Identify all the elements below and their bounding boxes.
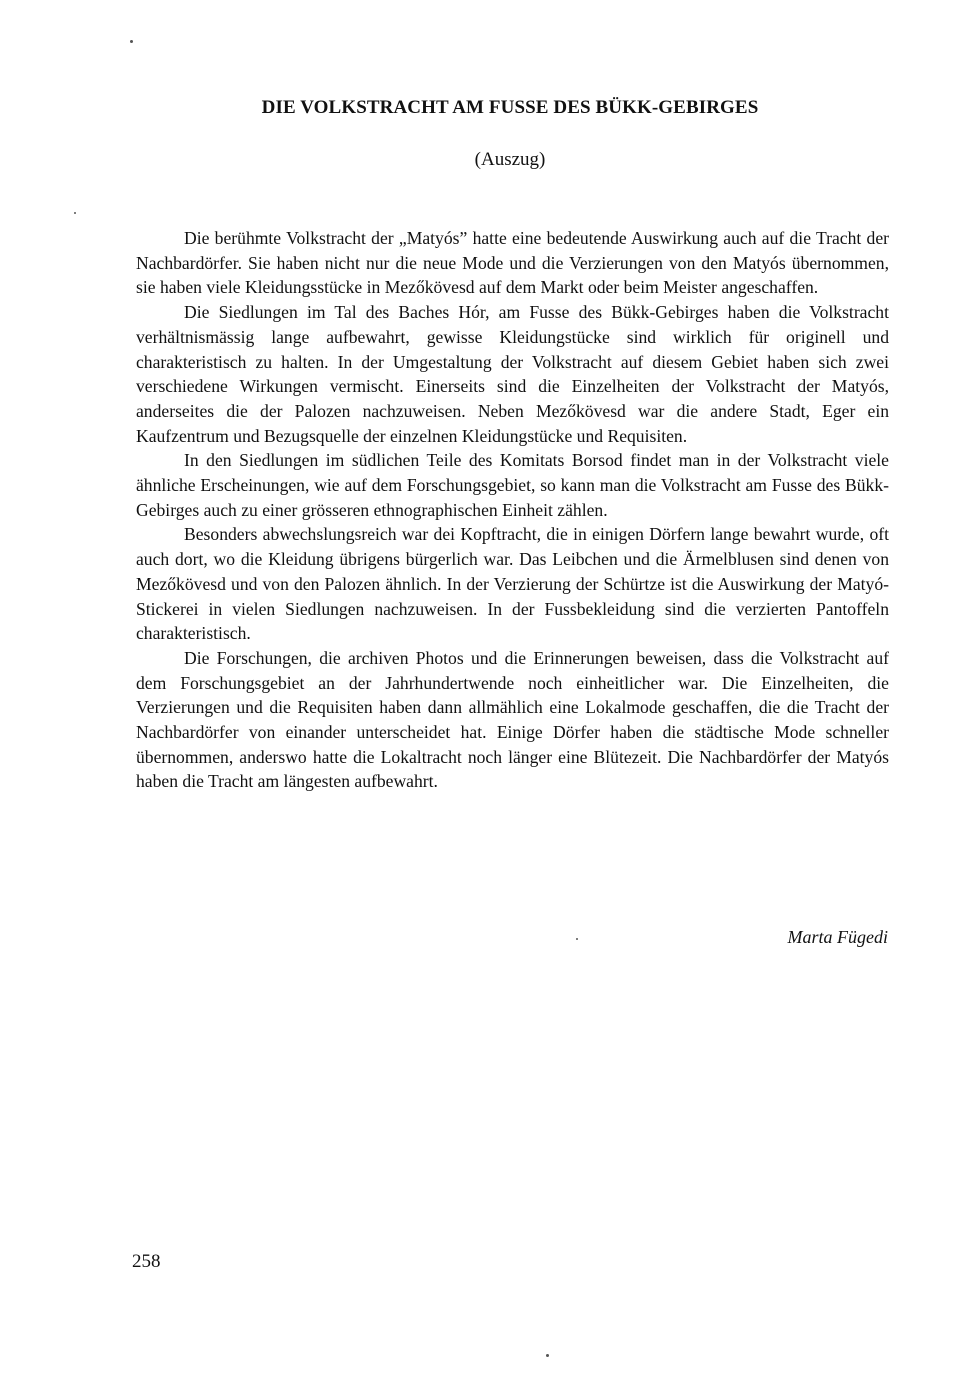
- paragraph-4: Besonders abwechslungsreich war dei Kopftracht, die in einigen Dörfern lange bewahrt wurde, oft auch dort, wo die Kleidung übrigens bürgerlich war. Das Leibchen und die Ärmelblusen sind denen von Mezőkövesd und von den Palozen ähnlich. In der Verzierung der Schürtze ist die Auswirkung der Matyó-Stickerei in vielen Siedlungen nachzuweisen. In der Fussbekleidung sind die verzierten Pantoffeln charakteristisch.: [136, 524, 889, 644]
- author-signature: Marta Fügedi: [787, 927, 888, 947]
- scan-speck-mark: [74, 212, 76, 214]
- paragraph-5: Die Forschungen, die archiven Photos und die Erinnerungen beweisen, dass die Volkstracht auf dem Forschungsgebiet an der Jahrhundertwende noch einheitlicher war. Die Einzelheiten, die Verzierungen und die Requisiten haben dann allmählich eine Lokalmode geschaffen, die die Tracht der Nachbardörfer von einander unterscheidet hat. Einige Dörfer haben die städtische Mode schneller übernommen, anderswo hatte die Lokaltracht noch länger eine Blütezeit. Die Nachbardörfer der Matyós haben die Tracht am längesten aufbewahrt.: [136, 647, 889, 792]
- scan-speck-mark: [546, 1354, 549, 1357]
- paragraph-1: Die berühmte Volkstracht der „Matyós” hatte eine bedeutende Auswirkung auch auf die Tracht der Nachbardörfer. Sie haben nicht nur die neue Mode und die Verzierungen von den Matyós übernommen, sie haben viele Kleidungsstücke in Mezőkövesd auf dem Markt oder beim Meister angeschaffen.: [136, 228, 889, 298]
- body-text: [136, 226, 889, 794]
- scan-speck-mark: [130, 40, 133, 43]
- scan-speck-mark: [576, 938, 578, 940]
- document-title: DIE VOLKSTRACHT AM FUSSE DES BÜKK-GEBIRGES: [261, 97, 759, 118]
- paragraph-2: Die Siedlungen im Tal des Baches Hór, am Fusse des Bükk-Gebirges haben die Volkstracht verhältnismässig lange aufbewahrt, gewisse Kleidungstücke sind wirklich für originell und charakteristisch zu halten. In der Umgestaltung der Volkstracht auf diesem Gebiet haben sich zwei verschiedene Wirkungen vermischt. Einerseits sind die Einzelheiten der Volkstracht der Matyós, anderseites die der Palozen nachzuweisen. Neben Mezőkövesd war die andere Stadt, Eger ein Kaufzentrum und Bezugsquelle der einzelnen Kleidungstücke und Requisiten.: [136, 302, 889, 446]
- page-number: 258: [132, 1251, 161, 1272]
- paragraph-3: In den Siedlungen im südlichen Teile des Komitats Borsod findet man in der Volkstracht viele ähnliche Erscheinungen, wie auf dem Forschungsgebiet, so kann man die Volkstracht am Fusse des Bükk-Gebirges auch zu einer grösseren ethnographischen Einheit zählen.: [136, 450, 889, 520]
- document-subtitle: (Auszug): [474, 149, 546, 170]
